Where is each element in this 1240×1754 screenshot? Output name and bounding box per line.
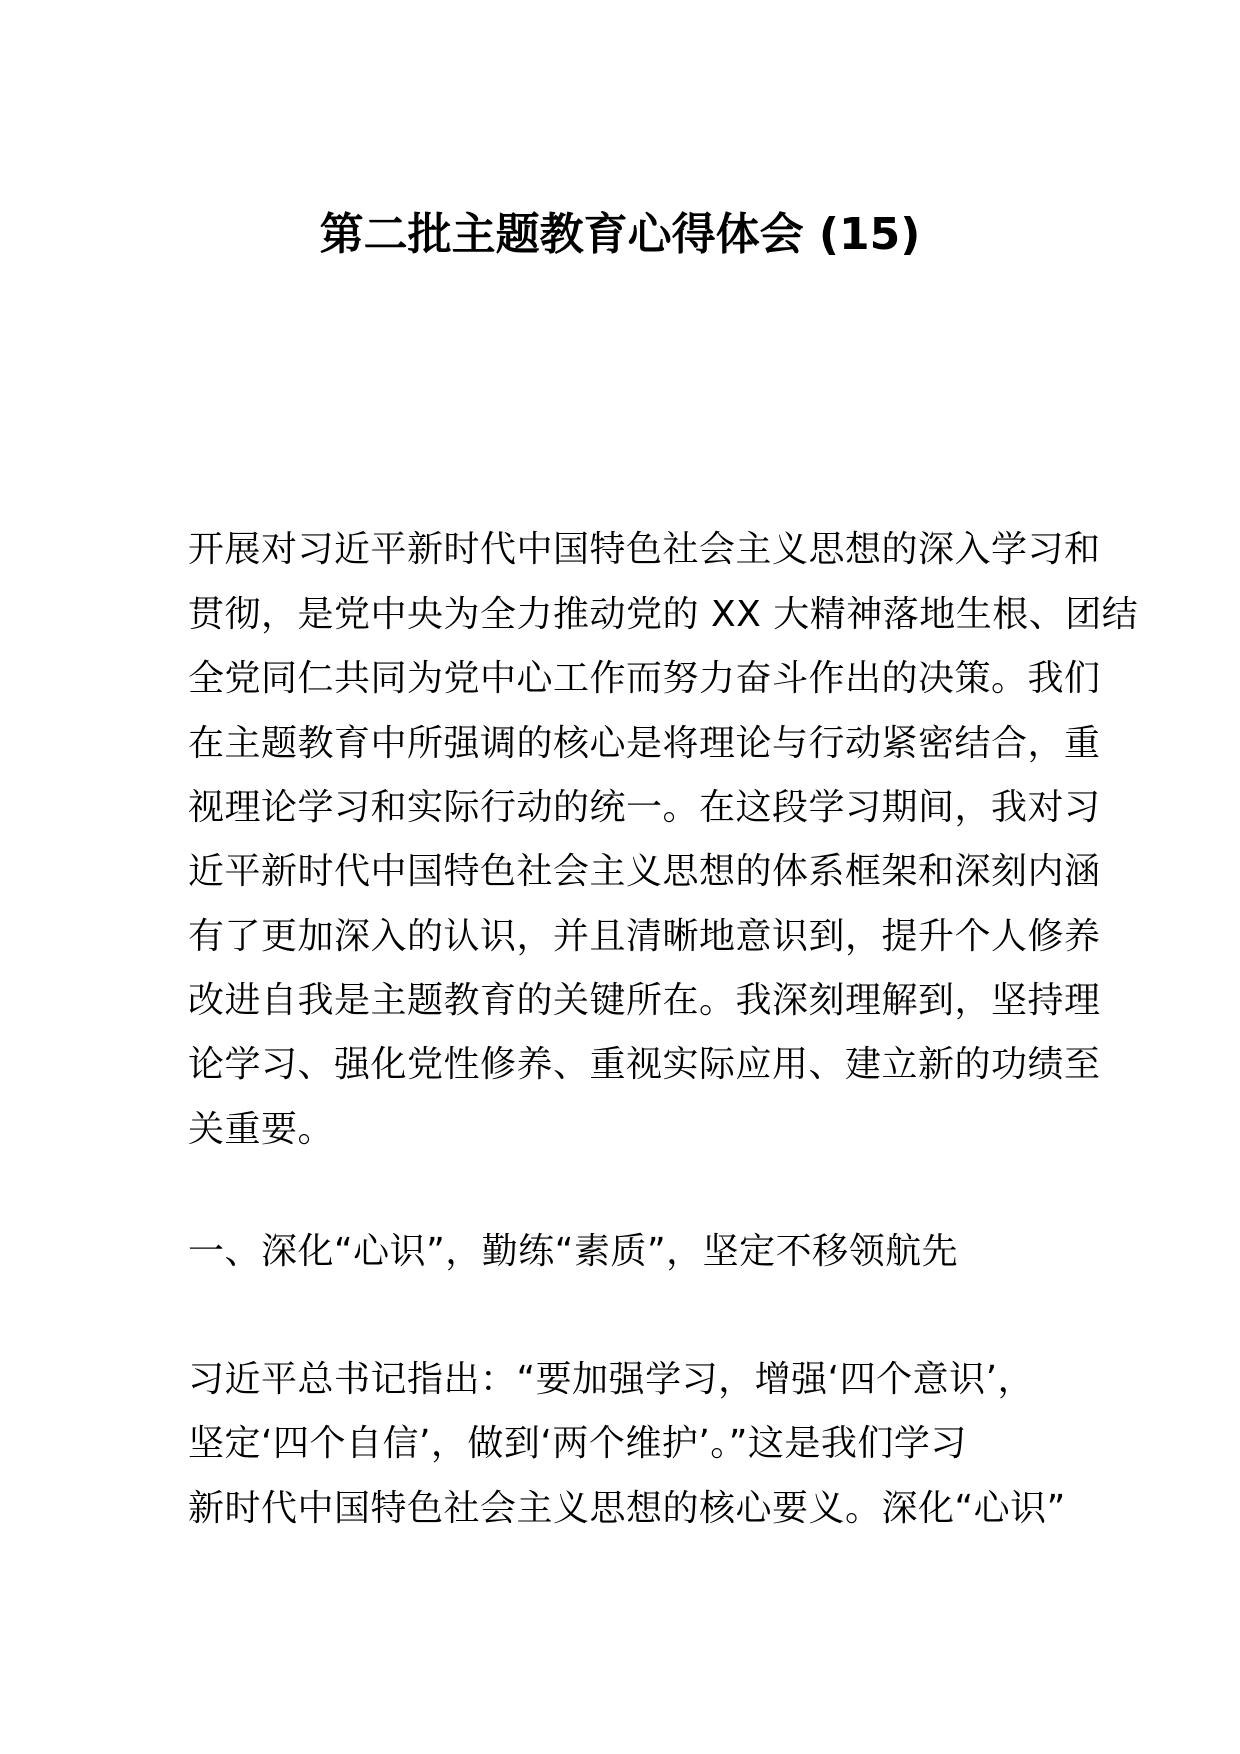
paragraph-line: 全党同仁共同为党中心工作而努力奋斗作出的决策。我们 bbox=[188, 658, 1101, 699]
paragraph-line: 新时代中国特色社会主义思想的核心要义。深化“心识” bbox=[188, 1488, 1066, 1529]
paragraph-line: 论学习、强化党性修养、重视实际应用、建立新的功绩至 bbox=[188, 1044, 1101, 1085]
paragraph-line: 近平新时代中国特色社会主义思想的体系框架和深刻内涵 bbox=[188, 851, 1101, 892]
section-heading: 一、深化“心识”，勤练“素质”，坚定不移领航先 bbox=[188, 1231, 959, 1272]
paragraph-line: 在主题教育中所强调的核心是将理论与行动紧密结合，重 bbox=[188, 723, 1101, 764]
paragraph-line: 改进自我是主题教育的关键所在。我深刻理解到，坚持理 bbox=[188, 980, 1101, 1021]
paragraph-line: 开展对习近平新时代中国特色社会主义思想的深入学习和 bbox=[188, 529, 1101, 570]
paragraph-line: 关重要。 bbox=[188, 1109, 335, 1150]
paragraph-line: 坚定‘四个自信’，做到‘两个维护’。”这是我们学习 bbox=[188, 1423, 967, 1464]
paragraph-line: 有了更加深入的认识，并且清晰地意识到，提升个人修养 bbox=[188, 916, 1101, 957]
paragraph-line: 习近平总书记指出：“要加强学习，增强‘四个意识’， bbox=[188, 1359, 1035, 1400]
paragraph-line: 贯彻，是党中央为全力推动党的 XX 大精神落地生根、团结 bbox=[188, 594, 1139, 635]
paragraph-line: 视理论学习和实际行动的统一。在这段学习期间，我对习 bbox=[188, 787, 1101, 828]
document-title: 第二批主题教育心得体会 (15) bbox=[319, 209, 921, 260]
